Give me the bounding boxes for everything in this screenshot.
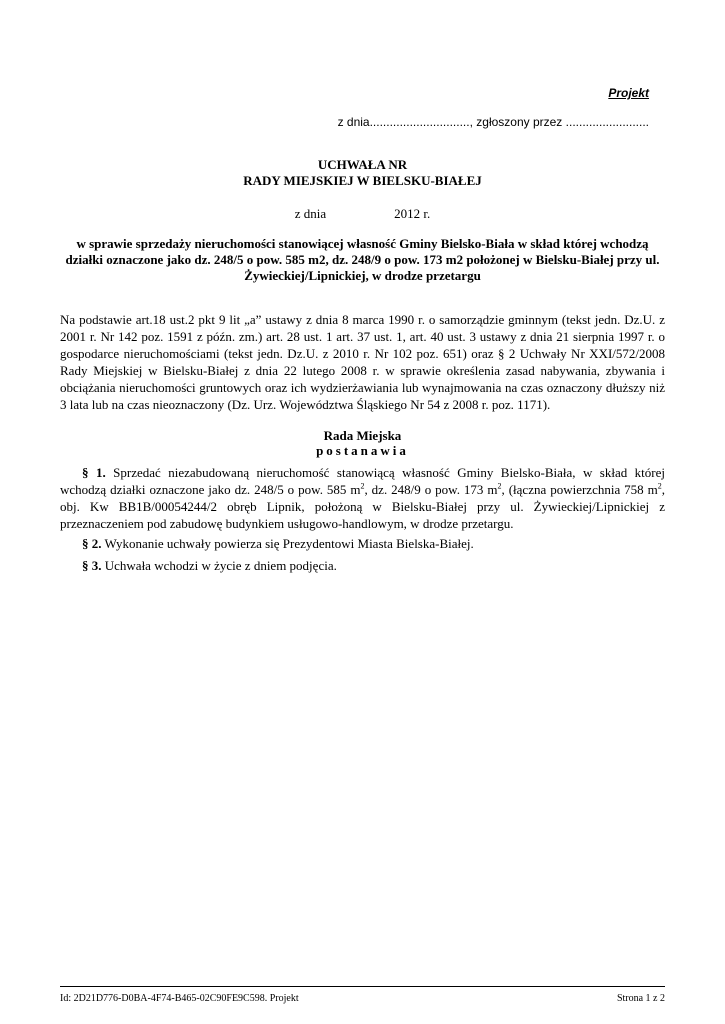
section-1-text-b: , dz. 248/9 o pow. 173 m (364, 482, 498, 497)
date-prefix: z dnia (294, 206, 327, 221)
section-3-text: Uchwała wchodzi w życie z dniem podjęcia. (101, 558, 337, 573)
page-number: Strona 1 z 2 (616, 993, 665, 1004)
projekt-label: Projekt (608, 86, 649, 100)
section-3-label: § 3. (82, 558, 102, 573)
section-1-label: § 1. (82, 465, 106, 480)
section-1-text-d: , obj. Kw BB1B/00054244/2 obręb Lipnik, położoną w Bielsku-Białej przy ul. Żywieckiej/Lipnickiej z przeznaczeniem pod zabudowę budynkiem usługowo-handlowym, w drodze przetargu. (60, 482, 666, 531)
resolution-number-title: UCHWAŁA NR (317, 157, 408, 172)
section-3-paragraph (60, 557, 665, 574)
council-heading: Rada Miejska (323, 428, 402, 443)
section-1-text-a: Sprzedać niezabudowaną nieruchomość stanowiącą własność Gminy Bielsko-Biała, w skład której wchodzą działki oznaczone jako dz. 248/5 o pow. 585 m (60, 465, 665, 497)
footer-divider (60, 986, 665, 987)
council-title: RADY MIEJSKIEJ W BIELSKU-BIAŁEJ (243, 173, 482, 188)
section-1-sup-2: 2 (497, 481, 502, 491)
section-1-sup-3: 2 (657, 481, 662, 491)
document-id: Id: 2D21D776-D0BA-4F74-B465-02C90FE9C598. Projekt (60, 993, 299, 1004)
resolution-date (0, 206, 725, 222)
section-2-text: Wykonanie uchwały powierza się Prezydentowi Miasta Bielska-Białej. (101, 536, 474, 551)
section-1-paragraph (60, 464, 665, 532)
legal-basis-paragraph: Na podstawie art.18 ust.2 pkt 9 lit „a” ustawy z dnia 8 marca 1990 r. o samorządzie gminnym (tekst jedn. Dz.U. z 2001 r. Nr 142 poz. 1591 z późn. zm.) art. 28 ust. 1 art. 37 ust. 1, art. 40 ust. 3 ustawy z dnia 21 sierpnia 1997 r. o gospodarce nieruchomościami (tekst jedn. Dz.U. z 2010 r. Nr 102 poz. 651) oraz § 2 Uchwały Nr XXI/572/2008 Rady Miejskiej w Bielsku-Białej z dnia 22 lutego 2008 r. w sprawie określenia zasad nabywania, zbywania i obciążania nieruchomości gruntowych oraz ich wydzierżawiania lub wynajmowania na czas oznaczony dłuższy niż 3 lata lub na czas nieoznaczony (Dz. Urz. Województwa Śląskiego Nr 54 z 2008 r. poz. 1171). (60, 312, 665, 412)
section-1-text-c: , (łączna powierzchnia 758 m (501, 482, 658, 497)
section-2-label: § 2. (82, 536, 102, 551)
section-1-sup-1: 2 (360, 481, 365, 491)
section-2-paragraph (60, 535, 665, 552)
submission-date-line: z dnia.............................., zgłoszony przez ......................... (337, 115, 649, 129)
decides-heading: postanawia (316, 443, 409, 458)
date-year: 2012 r. (394, 206, 431, 221)
resolution-subject: w sprawie sprzedaży nieruchomości stanowiącej własność Gminy Bielsko-Biała w skład której wchodzą działki oznaczone jako dz. 248/5 o pow. 585 m2, dz. 248/9 o pow. 173 m2 położonej w Bielsku-Białej przy ul. Żywieckiej/Lipnickiej, w drodze przetargu (65, 236, 660, 283)
